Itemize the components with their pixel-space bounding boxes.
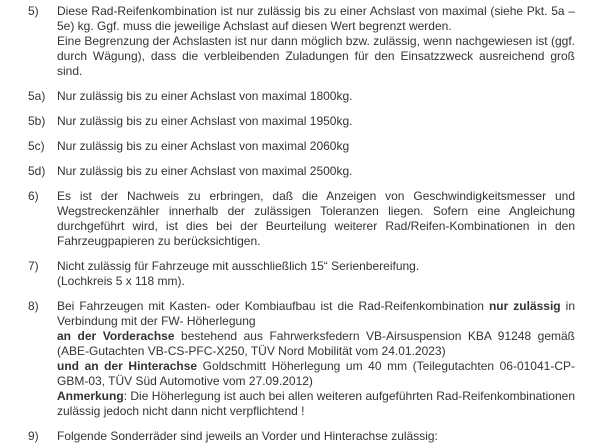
list-item [28, 139, 575, 154]
item-number: 5) [28, 4, 39, 18]
text-run: Es ist der Nachweis zu erbringen, daß die Anzeigen von Geschwindigkeitsmesser und Wegstreckenzähler innerhalb der zulässigen Toleranzen liegen. Sofern eine Angleichung durchgeführt wird, ist dies bei der Beurteilung weiterer Rad/Reifen-Kombinationen in den Fahrzeugpapieren zu berücksichtigen. [57, 189, 575, 248]
item-text [57, 4, 575, 79]
paragraph [57, 114, 575, 129]
item-number: 6) [28, 189, 39, 203]
paragraph [57, 189, 575, 249]
paragraph [57, 4, 575, 34]
list-item [28, 164, 575, 179]
item-number: 5c) [28, 139, 45, 153]
item-text [57, 114, 575, 129]
text-run: Nicht zulässig für Fahrzeuge mit ausschließlich 15“ Serienbereifung. [57, 259, 420, 273]
text-run: in Verbindung mit der FW- Höherlegung [57, 299, 575, 328]
item-text [57, 299, 575, 419]
paragraph [57, 274, 575, 289]
list-item [28, 114, 575, 129]
paragraph [57, 299, 575, 329]
bold-text-run: Anmerkung [57, 389, 124, 403]
item-number: 7) [28, 259, 39, 273]
paragraph [57, 164, 575, 179]
item-number: 8) [28, 299, 39, 313]
list-item [28, 429, 575, 444]
text-run: Nur zulässig bis zu einer Achslast von maximal 1800kg. [57, 89, 353, 103]
list-item [28, 259, 575, 289]
item-text [57, 139, 575, 154]
text-run: (Lochkreis 5 x 118 mm). [57, 274, 185, 288]
text-run: Goldschmitt Höherlegung um 40 mm (Teilegutachten 06-01041-CP-GBM-03, TÜV Süd Automotive vom 27.09.2012) [57, 359, 575, 388]
list-item [28, 189, 575, 249]
item-number: 5d) [28, 164, 46, 178]
text-run: Folgende Sonderräder sind jeweils an Vorder und Hinterachse zulässig: [57, 429, 438, 443]
text-run: Bei Fahrzeugen mit Kasten- oder Kombiaufbau ist die Rad-Reifenkombination [57, 299, 489, 313]
bold-text-run: und an der Hinterachse [57, 359, 198, 373]
item-text [57, 89, 575, 104]
text-run: Eine Begrenzung der Achslasten ist nur dann möglich bzw. zulässig, wenn nachgewiesen ist (ggf. durch Wägung), dass die verbleibenden Zuladungen für den Einsatzzweck ausreichend groß sind. [57, 34, 575, 78]
bold-text-run: an der Vorderachse [57, 329, 175, 343]
item-text [57, 164, 575, 179]
paragraph [57, 259, 575, 274]
text-run: Nur zulässig bis zu einer Achslast von maximal 1950kg. [57, 114, 353, 128]
text-run: Nur zulässig bis zu einer Achslast von maximal 2500kg. [57, 164, 353, 178]
paragraph [57, 89, 575, 104]
paragraph [57, 329, 575, 359]
item-text [57, 259, 575, 289]
paragraph [57, 34, 575, 79]
list-item [28, 89, 575, 104]
paragraph [57, 429, 575, 444]
item-number: 9) [28, 429, 39, 443]
text-run: Nur zulässig bis zu einer Achslast von maximal 2060kg [57, 139, 350, 153]
text-run: bestehend aus Fahrwerksfedern VB-Airsuspension KBA 91248 gemäß (ABE-Gutachten VB-CS-PFC-X250, TÜV Nord Mobilität vom 24.01.2023) [57, 329, 575, 358]
item-text [57, 429, 575, 444]
list-item [28, 299, 575, 419]
paragraph [57, 139, 575, 154]
item-number: 5a) [28, 89, 46, 103]
text-run: : Die Höherlegung ist auch bei allen weiteren aufgeführten Rad-Reifenkombinationen zulässig jedoch nicht dann nicht verpflichtend ! [57, 389, 575, 418]
text-run: Diese Rad-Reifenkombination ist nur zulässig bis zu einer Achslast von maximal (siehe Pkt. 5a – 5e) kg. Ggf. muss die jeweilige Achslast auf diesen Wert begrenzt werden. [57, 4, 575, 33]
item-text [57, 189, 575, 249]
paragraph [57, 389, 575, 419]
paragraph [57, 359, 575, 389]
bold-text-run: nur zulässig [488, 299, 561, 313]
item-number: 5b) [28, 114, 46, 128]
list-item [28, 4, 575, 79]
